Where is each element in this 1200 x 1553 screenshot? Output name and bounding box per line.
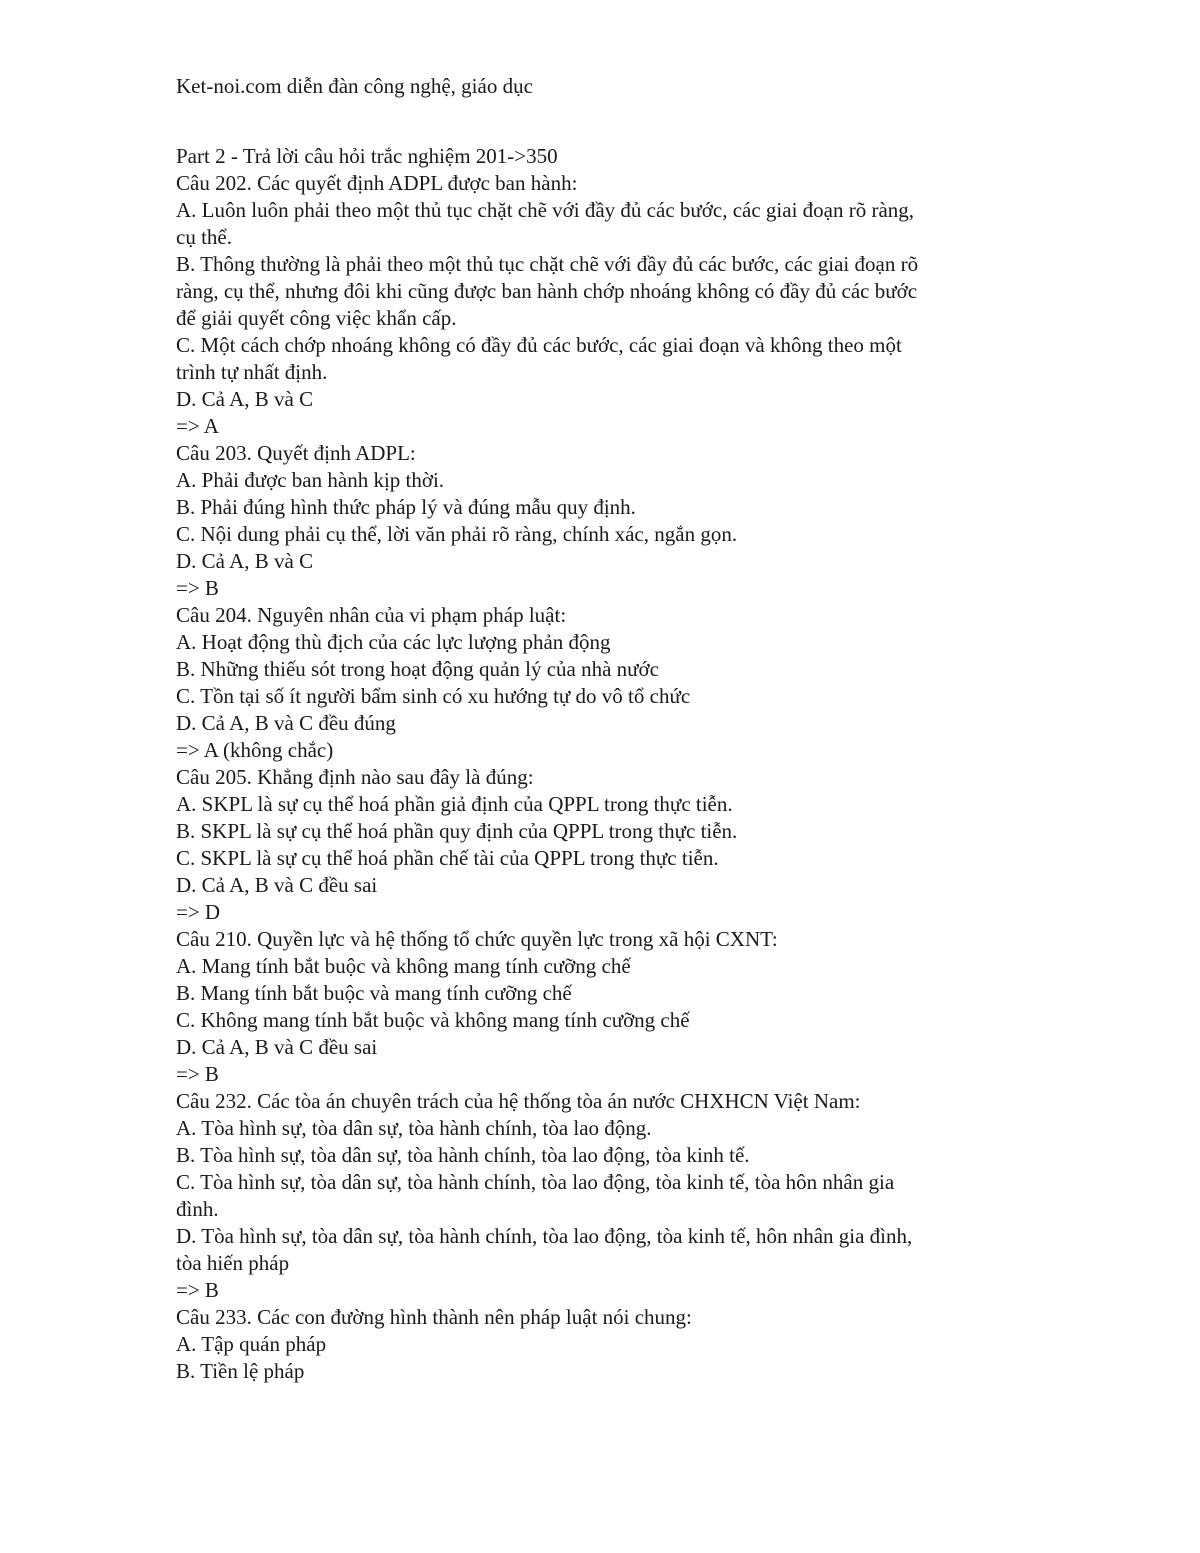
text-line: => B xyxy=(176,576,219,600)
text-line: D. Cả A, B và C đều sai xyxy=(176,873,378,897)
text-line: B. Thông thường là phải theo một thủ tục chặt chẽ với đầy đủ các bước, các giai đoạn rõ xyxy=(176,252,919,276)
text-line: đình. xyxy=(176,1197,219,1221)
text-line: A. Tòa hình sự, tòa dân sự, tòa hành chính, tòa lao động. xyxy=(176,1116,652,1140)
site-header-text: Ket-noi.com diễn đàn công nghệ, giáo dục xyxy=(176,74,533,98)
text-line: D. Cả A, B và C xyxy=(176,387,314,411)
text-line: B. Tòa hình sự, tòa dân sự, tòa hành chính, tòa lao động, tòa kinh tế. xyxy=(176,1143,750,1167)
text-line: ràng, cụ thể, nhưng đôi khi cũng được ban hành chớp nhoáng không có đầy đủ các bước xyxy=(176,279,918,303)
text-line: C. Tồn tại số ít người bẩm sinh có xu hướng tự do vô tổ chức xyxy=(176,684,691,708)
text-line: => D xyxy=(176,900,221,924)
text-line: B. Phải đúng hình thức pháp lý và đúng mẫu quy định. xyxy=(176,495,636,519)
text-line: C. Một cách chớp nhoáng không có đầy đủ các bước, các giai đoạn và không theo một xyxy=(176,333,902,357)
text-line: A. Hoạt động thù địch của các lực lượng phản động xyxy=(176,630,611,654)
text-line: A. Luôn luôn phải theo một thủ tục chặt chẽ với đầy đủ các bước, các giai đoạn rõ ràng, xyxy=(176,198,915,222)
text-line: tòa hiến pháp xyxy=(176,1251,290,1275)
text-line: Part 2 - Trả lời câu hỏi trắc nghiệm 201->350 xyxy=(176,144,558,168)
text-line: Câu 210. Quyền lực và hệ thống tổ chức quyền lực trong xã hội CXNT: xyxy=(176,927,778,951)
text-line: B. Những thiếu sót trong hoạt động quản lý của nhà nước xyxy=(176,657,659,681)
text-line: A. Tập quán pháp xyxy=(176,1332,327,1356)
text-line: C. SKPL là sự cụ thể hoá phần chế tài của QPPL trong thực tiễn. xyxy=(176,846,719,870)
text-line: Câu 203. Quyết định ADPL: xyxy=(176,441,416,465)
text-line: D. Cả A, B và C đều đúng xyxy=(176,711,396,735)
text-line: => A xyxy=(176,414,219,438)
text-line: Câu 233. Các con đường hình thành nên pháp luật nói chung: xyxy=(176,1305,692,1329)
text-line: Câu 205. Khẳng định nào sau đây là đúng: xyxy=(176,765,534,789)
text-line: để giải quyết công việc khẩn cấp. xyxy=(176,306,457,330)
text-line: cụ thể. xyxy=(176,225,232,249)
text-line: C. Tòa hình sự, tòa dân sự, tòa hành chính, tòa lao động, tòa kinh tế, tòa hôn nhân gia xyxy=(176,1170,895,1194)
text-line: C. Không mang tính bắt buộc và không mang tính cưỡng chế xyxy=(176,1008,690,1032)
text-line: A. Mang tính bắt buộc và không mang tính cưỡng chế xyxy=(176,954,631,978)
text-line: A. Phải được ban hành kịp thời. xyxy=(176,468,445,492)
text-line: => B xyxy=(176,1278,219,1302)
text-line: A. SKPL là sự cụ thể hoá phần giả định của QPPL trong thực tiễn. xyxy=(176,792,733,816)
text-line: B. Mang tính bắt buộc và mang tính cưỡng chế xyxy=(176,981,572,1005)
text-line: B. SKPL là sự cụ thể hoá phần quy định của QPPL trong thực tiễn. xyxy=(176,819,738,843)
text-line: D. Tòa hình sự, tòa dân sự, tòa hành chính, tòa lao động, tòa kinh tế, hôn nhân gia đình, xyxy=(176,1224,913,1248)
text-line: Câu 202. Các quyết định ADPL được ban hành: xyxy=(176,171,578,195)
text-line: Câu 204. Nguyên nhân của vi phạm pháp luật: xyxy=(176,603,567,627)
text-line: D. Cả A, B và C xyxy=(176,549,314,573)
text-line: trình tự nhất định. xyxy=(176,360,328,384)
text-line: B. Tiền lệ pháp xyxy=(176,1359,305,1383)
text-line: => B xyxy=(176,1062,219,1086)
text-line: Câu 232. Các tòa án chuyên trách của hệ thống tòa án nước CHXHCN Việt Nam: xyxy=(176,1089,861,1113)
text-line: C. Nội dung phải cụ thể, lời văn phải rõ ràng, chính xác, ngắn gọn. xyxy=(176,522,738,546)
document-body xyxy=(176,143,1021,1385)
text-line: D. Cả A, B và C đều sai xyxy=(176,1035,378,1059)
text-line: => A (không chắc) xyxy=(176,738,334,762)
